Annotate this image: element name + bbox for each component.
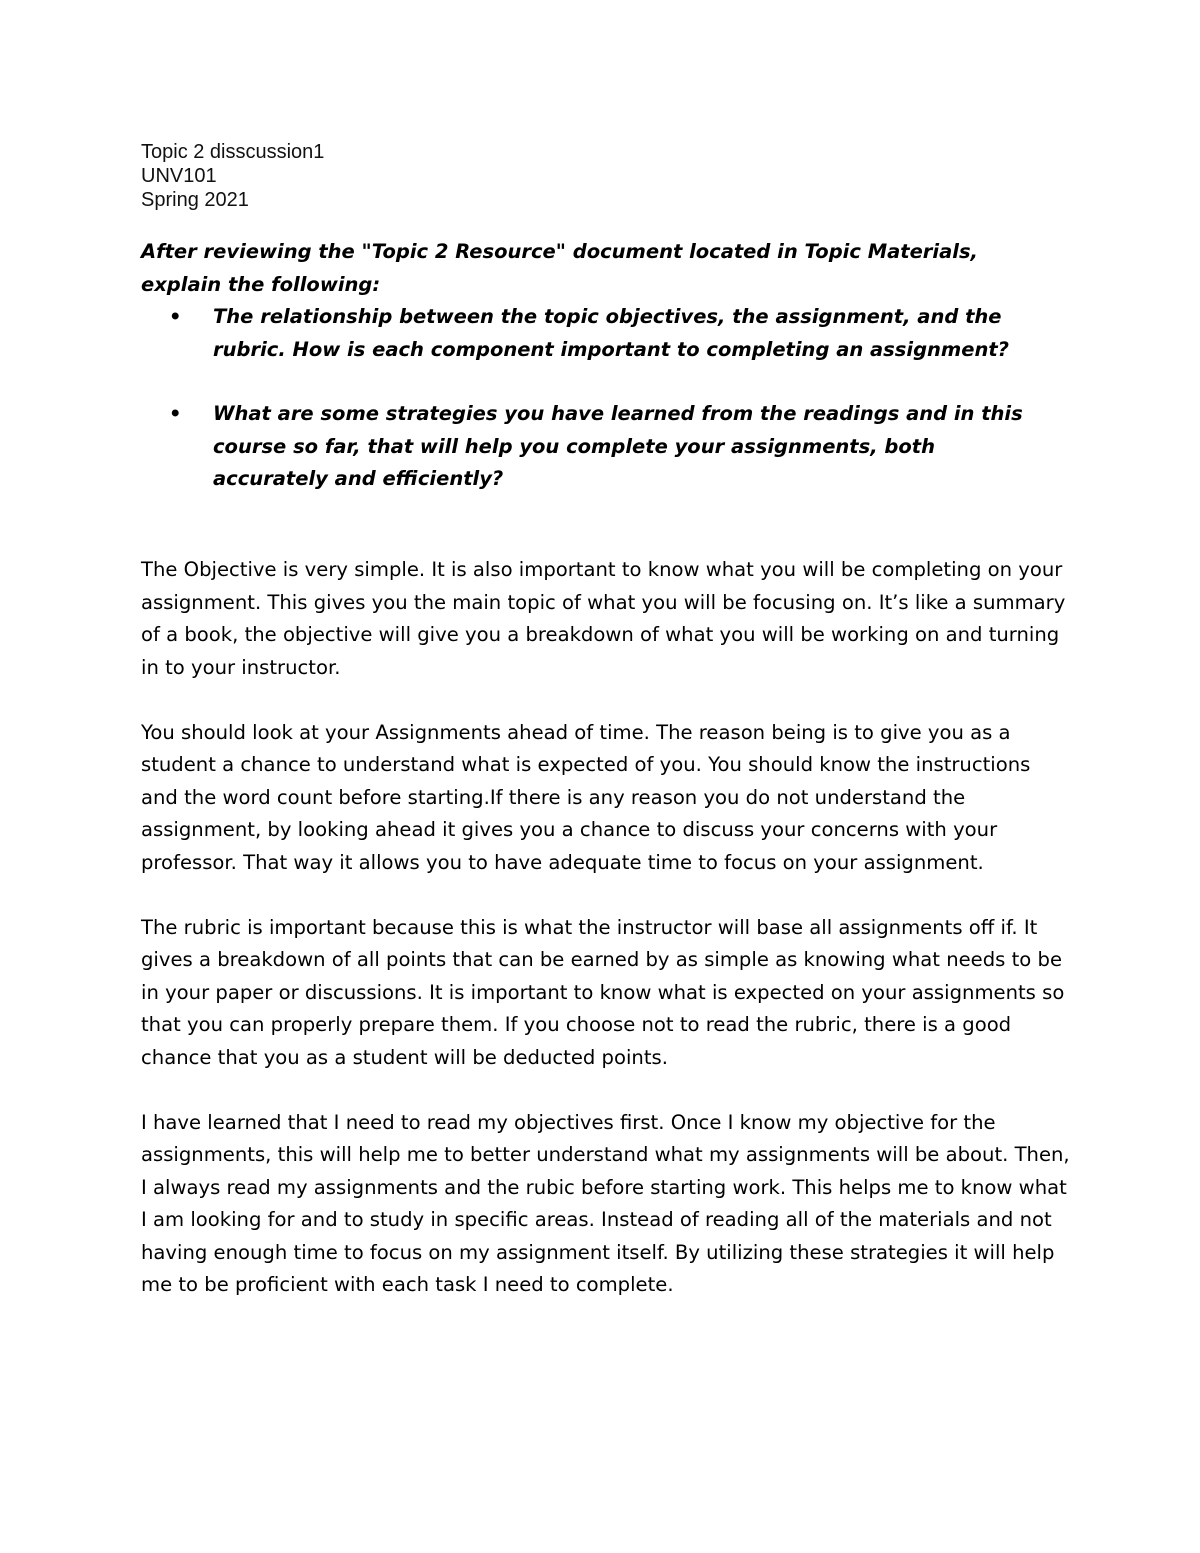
- response-paragraph-rubric: The rubric is important because this is what the instructor will base all assignments off if. It gives a breakdown of all points that can be earned by as simple as knowing what needs to be in your paper or discussions. It is important to know what is expected on your assignments so that you can properly prepare them. If you choose not to read the rubric, there is a good chance that you as a student will be deducted points.: [141, 915, 1065, 1069]
- prompt-item: [141, 301, 1053, 366]
- document-header: [141, 140, 324, 212]
- prompt-list: [141, 301, 1041, 496]
- response-paragraph-strategies: I have learned that I need to read my objectives first. Once I know my objective for the assignments, this will help me to better understand what my assignments will be about. Then, I always read my assignments and the rubic before starting work. This helps me to know what I am looking for and to study in specific areas. Instead of reading all of the materials and not having enough time to focus on my assignment itself. By utilizing these strategies it will help me to be proficient with each task I need to complete.: [141, 1110, 1070, 1296]
- bullet-icon: •: [169, 305, 182, 328]
- course-code: UNV101: [141, 165, 217, 187]
- assignment-title: Topic 2 disscussion1: [141, 141, 325, 163]
- prompt-intro: After reviewing the "Topic 2 Resource" document located in Topic Materials, explain the following:: [141, 240, 978, 296]
- response-paragraph-objective: The Objective is very simple. It is also important to know what you will be completing on your assignment. This gives you the main topic of what you will be focusing on. It’s like a summary of a book, the objective will give you a breakdown of what you will be working on and turning in to your instructor.: [141, 558, 1066, 679]
- discussion-prompt: [141, 236, 1041, 496]
- response-paragraph-assignments: You should look at your Assignments ahead of time. The reason being is to give you as a student a chance to understand what is expected of you. You should know the instructions and the word count before starting.If there is any reason you do not understand the assignment, by looking ahead it gives you a chance to discuss your concerns with your professor. That way it allows you to have adequate time to focus on your assignment.: [141, 720, 1031, 874]
- bullet-icon: •: [169, 402, 182, 425]
- prompt-item: [141, 398, 1053, 496]
- prompt-item-text: The relationship between the topic objectives, the assignment, and the rubric. How is each component important to completing an assignment?: [213, 305, 1009, 361]
- term: Spring 2021: [141, 189, 249, 211]
- prompt-item-text: What are some strategies you have learned from the readings and in this course so far, that will help you complete your assignments, both accurately and efficiently?: [213, 402, 1023, 490]
- response-body: [141, 554, 1071, 1334]
